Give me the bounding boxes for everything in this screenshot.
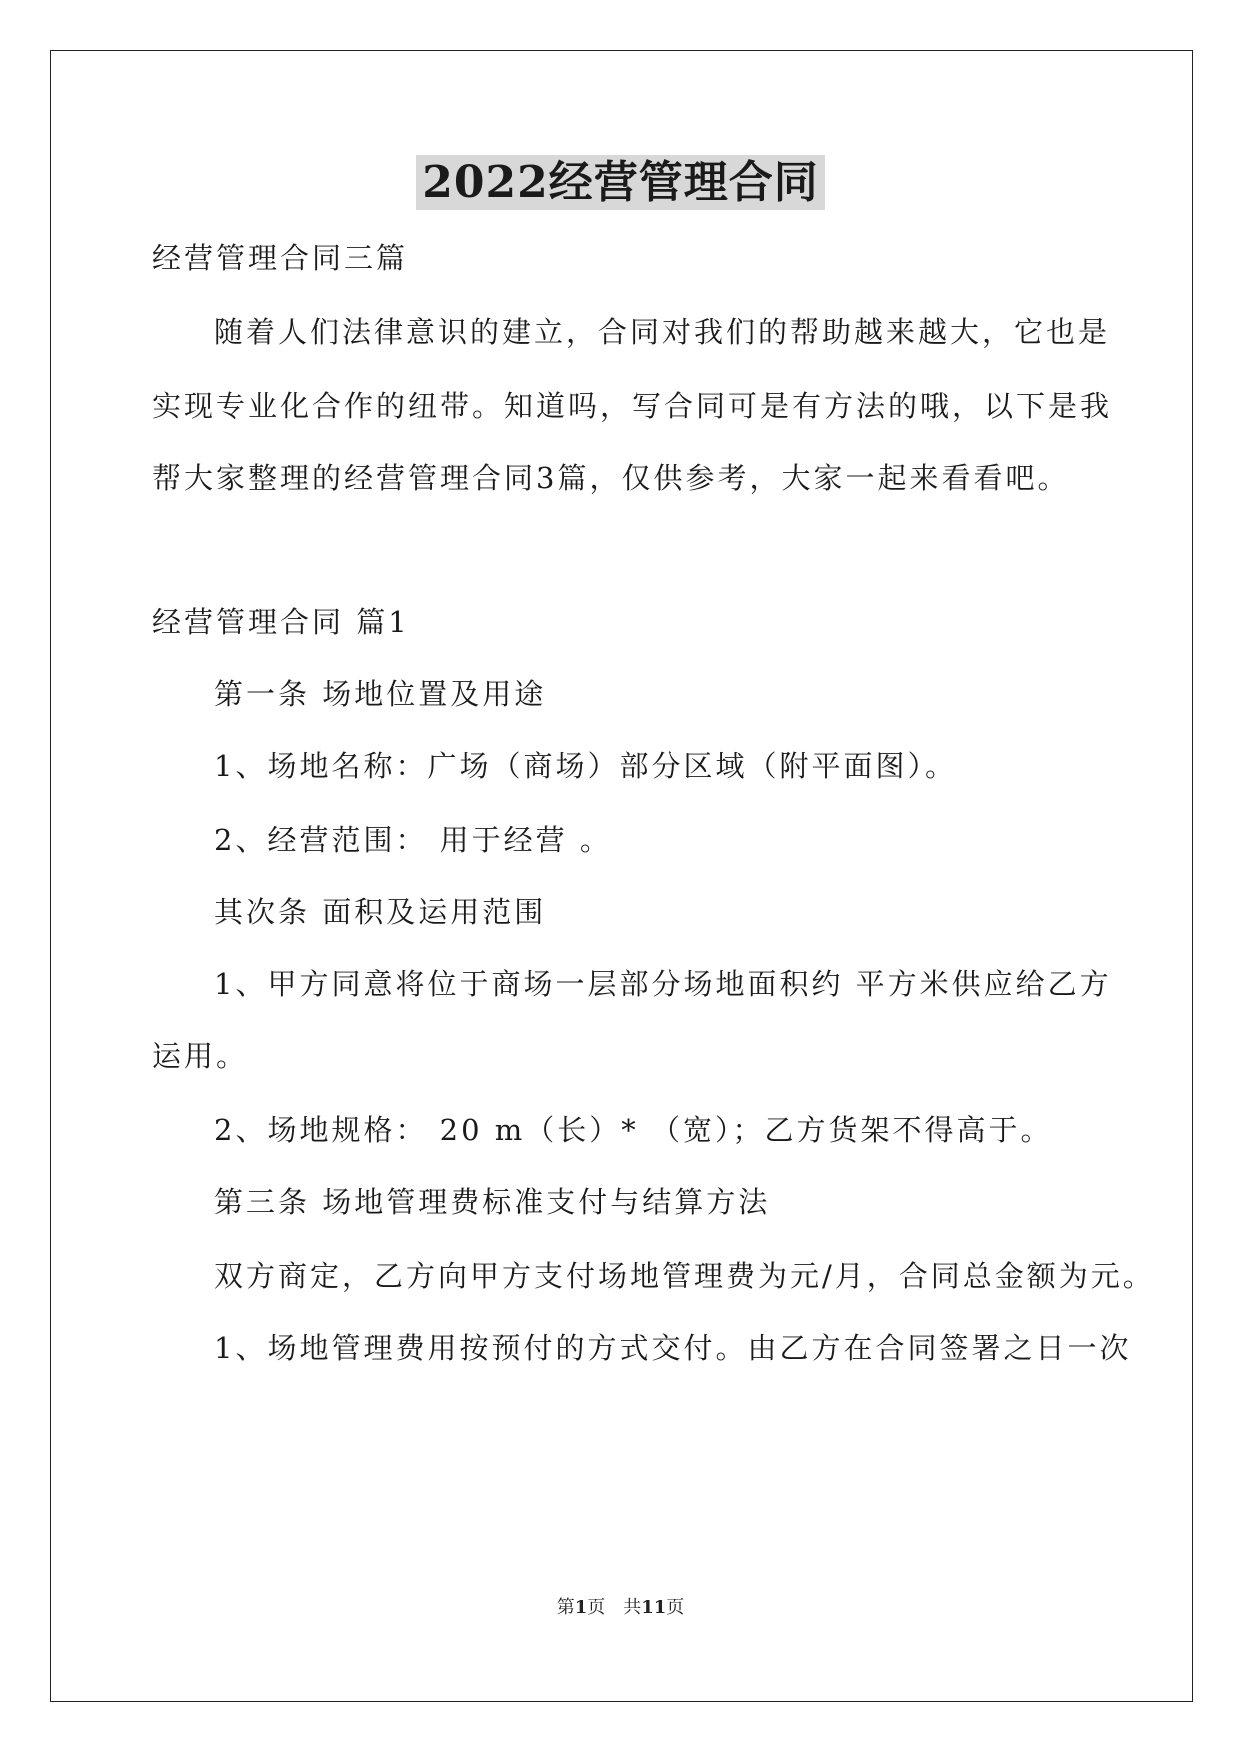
intro-line-2: 实现专业化合作的纽带。知道吗，写合同可是有方法的哦，以下是我 bbox=[152, 389, 1113, 423]
section-heading: 经营管理合同 篇1 bbox=[152, 605, 410, 639]
body-line-8: 第三条 场地管理费标准支付与结算方法 bbox=[214, 1185, 771, 1219]
footer-total-pages: 11 bbox=[641, 1597, 667, 1618]
document-subtitle: 经营管理合同三篇 bbox=[152, 241, 409, 275]
document-title-text: 2022经营管理合同 bbox=[416, 155, 824, 210]
intro-line-3: 帮大家整理的经营管理合同3篇，仅供参考，大家一起来看看吧。 bbox=[152, 461, 1070, 495]
body-line-9: 双方商定，乙方向甲方支付场地管理费为元/月，合同总金额为元。 bbox=[214, 1259, 1155, 1293]
body-line-3: 2、经营范围： 用于经营 。 bbox=[214, 823, 612, 857]
footer-suffix: 页 bbox=[666, 1597, 685, 1618]
intro-line-1: 随着人们法律意识的建立，合同对我们的帮助越来越大，它也是 bbox=[214, 315, 1111, 349]
footer-current-page: 1 bbox=[574, 1597, 588, 1618]
page-border bbox=[50, 50, 1193, 1702]
body-line-5: 1、甲方同意将位于商场一层部分场地面积约 平方米供应给乙方 bbox=[214, 967, 1112, 1001]
body-line-4: 其次条 面积及运用范围 bbox=[214, 895, 547, 929]
document-title bbox=[0, 153, 1241, 213]
body-line-10: 1、场地管理费用按预付的方式交付。由乙方在合同签署之日一次 bbox=[214, 1331, 1132, 1365]
page-footer bbox=[0, 1596, 1241, 1620]
body-line-6: 运用。 bbox=[152, 1039, 249, 1073]
body-line-7: 2、场地规格： 20 m（长）* （宽）；乙方货架不得高于。 bbox=[214, 1113, 1053, 1147]
body-line-1: 第一条 场地位置及用途 bbox=[214, 677, 547, 711]
body-line-2: 1、场地名称：广场（商场）部分区域（附平面图）。 bbox=[214, 749, 957, 783]
footer-prefix: 第 bbox=[556, 1597, 575, 1618]
footer-middle: 页 共 bbox=[587, 1597, 642, 1618]
